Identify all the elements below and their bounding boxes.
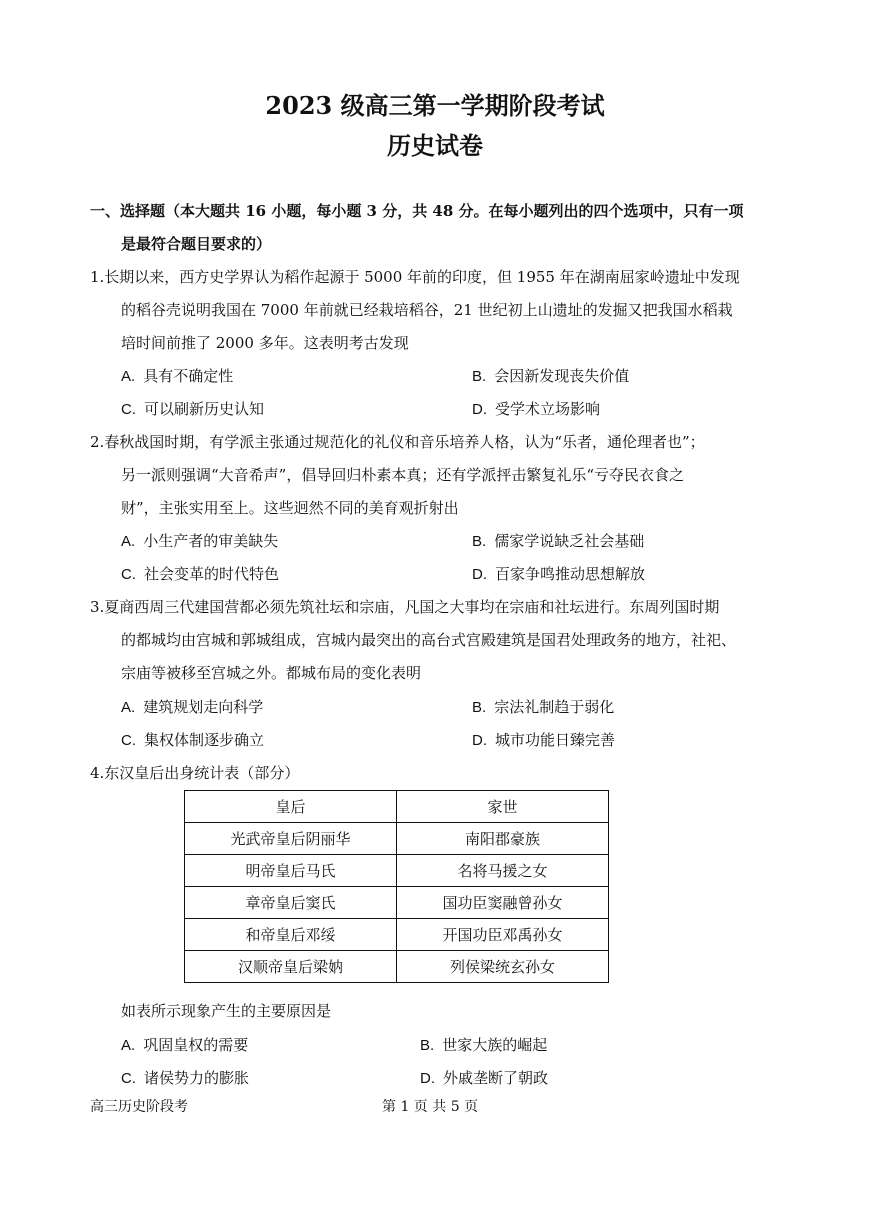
question-3-option-b: B. 宗法礼制趋于弱化 bbox=[472, 698, 615, 716]
question-1-stem: 培时间前推了 2000 多年。这表明考古发现 bbox=[121, 334, 409, 352]
question-1-stem: 的稻谷壳说明我国在 7000 年前就已经栽培稻谷，21 世纪初上山遗址的发掘又把我国水稻栽 bbox=[121, 301, 733, 319]
empress-table bbox=[184, 790, 609, 983]
footer-label: 高三历史阶段考 bbox=[90, 1099, 188, 1115]
question-3-stem: 的都城均由宫城和郭城组成，宫城内最突出的高台式宫殿建筑是国君处理政务的地方，社祀、 bbox=[121, 631, 737, 649]
question-4-option-a: A. 巩固皇权的需要 bbox=[121, 1036, 249, 1054]
question-3-stem: 宗庙等被移至宫城之外。都城布局的变化表明 bbox=[121, 664, 422, 682]
question-2-option-d: D. 百家争鸣推动思想解放 bbox=[472, 565, 646, 583]
question-4-option-b: B. 世家大族的崛起 bbox=[420, 1036, 548, 1054]
question-3-stem: 3.夏商西周三代建国营都必须先筑社坛和宗庙，凡国之大事均在宗庙和社坛进行。东周列国时期 bbox=[90, 598, 720, 616]
exam-title: 2023 级高三第一学期阶段考试 bbox=[265, 91, 605, 120]
question-2-stem: 2.春秋战国时期，有学派主张通过规范化的礼仪和音乐培养人格，认为“乐者，通伦理者也”； bbox=[90, 433, 705, 451]
section-heading-cont: 是最符合题目要求的） bbox=[121, 235, 272, 253]
question-3-option-c: C. 集权体制逐步确立 bbox=[121, 731, 265, 749]
question-2-stem: 财”，主张实用至上。这些迥然不同的美育观折射出 bbox=[121, 499, 459, 517]
table-header-cell: 家世 bbox=[397, 791, 609, 823]
table-cell: 明帝皇后马氏 bbox=[185, 855, 397, 887]
question-1-option-b: B. 会因新发现丧失价值 bbox=[472, 367, 630, 385]
table-cell: 南阳郡豪族 bbox=[397, 823, 609, 855]
question-2-option-a: A. 小生产者的审美缺失 bbox=[121, 532, 279, 550]
exam-subtitle: 历史试卷 bbox=[387, 131, 483, 160]
table-row bbox=[185, 855, 609, 887]
table-cell: 章帝皇后窦氏 bbox=[185, 887, 397, 919]
table-header-cell: 皇后 bbox=[185, 791, 397, 823]
table-cell: 开国功臣邓禹孙女 bbox=[397, 919, 609, 951]
question-4-option-d: D. 外戚垄断了朝政 bbox=[420, 1069, 549, 1087]
table-row bbox=[185, 951, 609, 983]
table-cell: 汉顺帝皇后梁妠 bbox=[185, 951, 397, 983]
table-cell: 列侯梁统玄孙女 bbox=[397, 951, 609, 983]
question-1-option-a: A. 具有不确定性 bbox=[121, 367, 234, 385]
question-2-option-b: B. 儒家学说缺乏社会基础 bbox=[472, 532, 645, 550]
table-row bbox=[185, 919, 609, 951]
table-cell: 国功臣窦融曾孙女 bbox=[397, 887, 609, 919]
section-heading: 一、选择题（本大题共 16 小题，每小题 3 分，共 48 分。在每小题列出的四个选项中，只有一项 bbox=[90, 202, 744, 220]
table-header-row bbox=[185, 791, 609, 823]
question-3-option-d: D. 城市功能日臻完善 bbox=[472, 731, 616, 749]
page-number: 第 1 页 共 5 页 bbox=[382, 1099, 479, 1115]
table-cell: 和帝皇后邓绥 bbox=[185, 919, 397, 951]
table-row bbox=[185, 823, 609, 855]
question-4-option-c: C. 诸侯势力的膨胀 bbox=[121, 1069, 250, 1087]
question-4-stem: 4.东汉皇后出身统计表（部分） bbox=[90, 764, 300, 782]
question-1-stem: 1.长期以来，西方史学界认为稻作起源于 5000 年前的印度，但 1955 年在湖南屈家岭遗址中发现 bbox=[90, 268, 740, 286]
question-2-stem: 另一派则强调“大音希声”，倡导回归朴素本真；还有学派抨击繁复礼乐“亏夺民衣食之 bbox=[121, 466, 685, 484]
table-cell: 光武帝皇后阴丽华 bbox=[185, 823, 397, 855]
question-2-option-c: C. 社会变革的时代特色 bbox=[121, 565, 280, 583]
question-3-option-a: A. 建筑规划走向科学 bbox=[121, 698, 264, 716]
table-row bbox=[185, 887, 609, 919]
table-cell: 名将马援之女 bbox=[397, 855, 609, 887]
question-4-prompt: 如表所示现象产生的主要原因是 bbox=[121, 1002, 332, 1020]
question-1-option-d: D. 受学术立场影响 bbox=[472, 400, 601, 418]
question-1-option-c: C. 可以刷新历史认知 bbox=[121, 400, 265, 418]
